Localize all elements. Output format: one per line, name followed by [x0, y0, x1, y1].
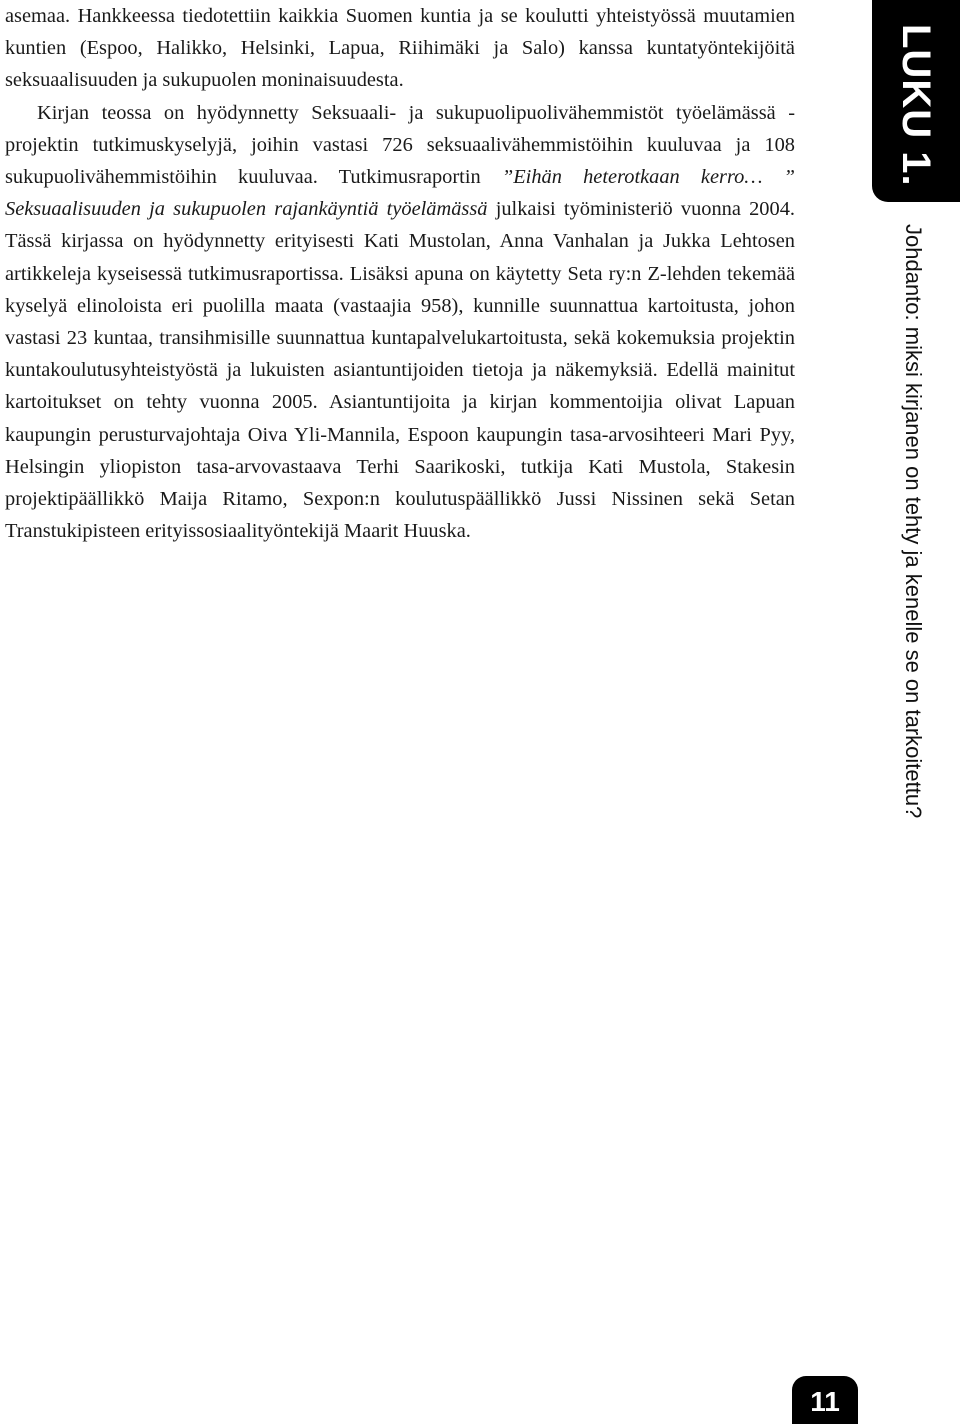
page-number: 11	[810, 1386, 840, 1417]
paragraph-2-part-2: julkaisi työministeriö vuonna 2004. Tässä kirjassa on hyödynnetty erityisesti Kati Mustolan, Anna Vanhalan ja Jukka Lehtosen artikkeleja kyseisessä tutkimusraportissa. Lisäksi apuna on käytetty Seta ry:n Z-lehden tekemää kyselyä elinoloista eri puolilla maata (vastaajia 958), kunnille suunnattua kartoitusta, johon vastasi 23 kuntaa, transihmisille suunnattua kuntapalvelukartoitusta, sekä kokemuksia projektin kuntakoulutusyhteistyöstä ja lukuisten asiantuntijoiden tietoja ja näkemyksiä. Edellä mainitut kartoitukset on tehty vuonna 2005. Asiantuntijoita ja kirjan kommentoijia olivat Lapuan kaupungin perusturvajohtaja Oiva Yli-Mannila, Espoon kaupungin tasa-arvosihteeri Mari Pyy, Helsingin yliopiston tasa-arvovastaava Terhi Saarikoski, tutkija Kati Mustola, Stakesin projektipäällikkö Maija Ritamo, Sexpon:n koulutuspäällikkö Jussi Nissinen sekä Setan Transtukipisteen erityissosiaalityöntekijä Maarit Huuska.	[5, 198, 795, 543]
chapter-label: LUKU 1.	[894, 24, 938, 187]
running-title: Johdanto: miksi kirjanen on tehty ja kenelle se on tarkoitettu?	[901, 224, 926, 819]
paragraph-2-part-1: Kirjan teossa on hyödynnetty Seksuaali- ja sukupuolipuolivähemmistöt työelämässä - projektin tutkimuskyselyjä, joihin vastasi 726 seksuaalivähemmistöihin kuuluvaa ja 108 sukupuolivähemmistöihin kuuluvaa. Tutkimusraportin	[5, 101, 795, 189]
body-text	[5, 0, 795, 547]
page-number-box	[792, 1376, 858, 1424]
paragraph-2	[5, 97, 795, 548]
paragraph-1: asemaa. Hankkeessa tiedotettiin kaikkia Suomen kuntia ja se koulutti yhteistyössä muutamien kuntien (Espoo, Halikko, Helsinki, Lapua, Riihimäki ja Salo) kanssa kuntatyöntekijöitä seksuaalisuuden ja sukupuolen moninaisuudesta.	[5, 5, 795, 92]
report-title: ”Eihän heterotkaan kerro… ” Seksuaalisuuden ja sukupuolen rajankäyntiä työelämässä	[5, 166, 796, 221]
